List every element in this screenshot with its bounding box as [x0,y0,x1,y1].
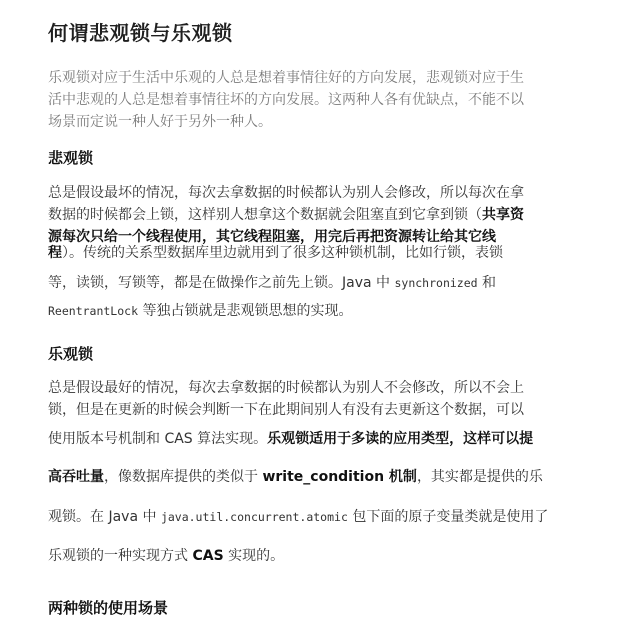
optimistic-line-5 [48,506,548,528]
pessimistic-line-4 [48,242,503,264]
page-title: 何谓悲观锁与乐观锁 [48,21,233,45]
optimistic-line-6-text: 乐观锁的一种实现方式 [48,548,193,564]
intro-line-2: 活中悲观的人总是想着事情往坏的方向发展。这两种人各有优缺点，不能不以 [48,92,524,108]
intro-line-3: 场景而定说一种人好于另外一种人。 [48,114,272,130]
code-synchronized: synchronized [394,276,478,290]
optimistic-line-5-mid: 中 [138,509,161,525]
pessimistic-line-1: 总是假设最坏的情况，每次去拿数据的时候都认为别人会修改，所以每次在拿 [48,185,524,201]
code-reentrantlock: ReentrantLock [48,304,139,318]
optimistic-line-4 [48,466,543,488]
optimistic-line-4-text: ，像数据库提供的类似于 [104,469,263,485]
pessimistic-line-6 [48,300,352,322]
section-heading-pessimistic: 悲观锁 [48,149,94,167]
java-text-2: Java [108,509,139,525]
pessimistic-bold-text: 共享资 [482,207,524,223]
optimistic-line-4-end: ，其实都是提供的乐 [416,469,543,485]
pessimistic-line-6-text: 等独占锁就是悲观锁思想的实现。 [138,303,353,319]
optimistic-line-6 [48,545,284,567]
optimistic-line-1: 总是假设最好的情况，每次去拿数据的时候都认为别人不会修改，所以不会上 [48,380,524,396]
pessimistic-bold-end: 程 [48,245,62,261]
optimistic-line-3 [48,428,533,450]
write-condition-text: write_condition 机制 [262,469,417,485]
intro-line-1: 乐观锁对应于生活中乐观的人总是想着事情往好的方向发展，悲观锁对应于生 [48,70,524,86]
cas-bold: CAS [192,548,224,564]
section-heading-scenarios: 两种锁的使用场景 [48,599,169,617]
cas-text: CAS [164,431,193,447]
pessimistic-line-3: 源每次只给一个线程使用，其它线程阻塞，用完后再把资源转让给其它线 [48,229,496,245]
pessimistic-line-2-text: 数据的时候都会上锁，这样别人想拿这个数据就会阻塞直到它拿到锁（ [48,207,482,223]
optimistic-line-6-end: 实现的。 [223,548,285,564]
optimistic-bold-throughput: 高吞吐量 [48,469,104,485]
optimistic-line-3-text: 使用版本号机制和 [48,431,165,447]
optimistic-line-2: 锁，但是在更新的时候会判断一下在此期间别人有没有去更新这个数据，可以 [48,402,524,418]
optimistic-line-5-end: 包下面的原子变量类就是使用了 [347,509,549,525]
java-text: Java [342,275,372,291]
optimistic-bold-text: 乐观锁适用于多读的应用类型，这样可以提 [267,431,534,447]
pessimistic-line-5-end: 和 [477,275,497,291]
pessimistic-line-5-text: 等，读锁，写锁等，都是在做操作之前先上锁。 [48,275,342,291]
code-atomic-package: java.util.concurrent.atomic [160,510,348,524]
optimistic-line-5-text: 观锁。在 [48,509,109,525]
optimistic-line-3-mid: 算法实现。 [192,431,268,447]
pessimistic-line-2 [48,204,524,226]
pessimistic-line-4-text: ）。传统的关系型数据库里边就用到了很多这种锁机制，比如行锁，表锁 [62,245,503,261]
section-heading-optimistic: 乐观锁 [48,345,94,363]
pessimistic-line-5 [48,272,496,294]
pessimistic-line-5-mid: 中 [371,275,395,291]
